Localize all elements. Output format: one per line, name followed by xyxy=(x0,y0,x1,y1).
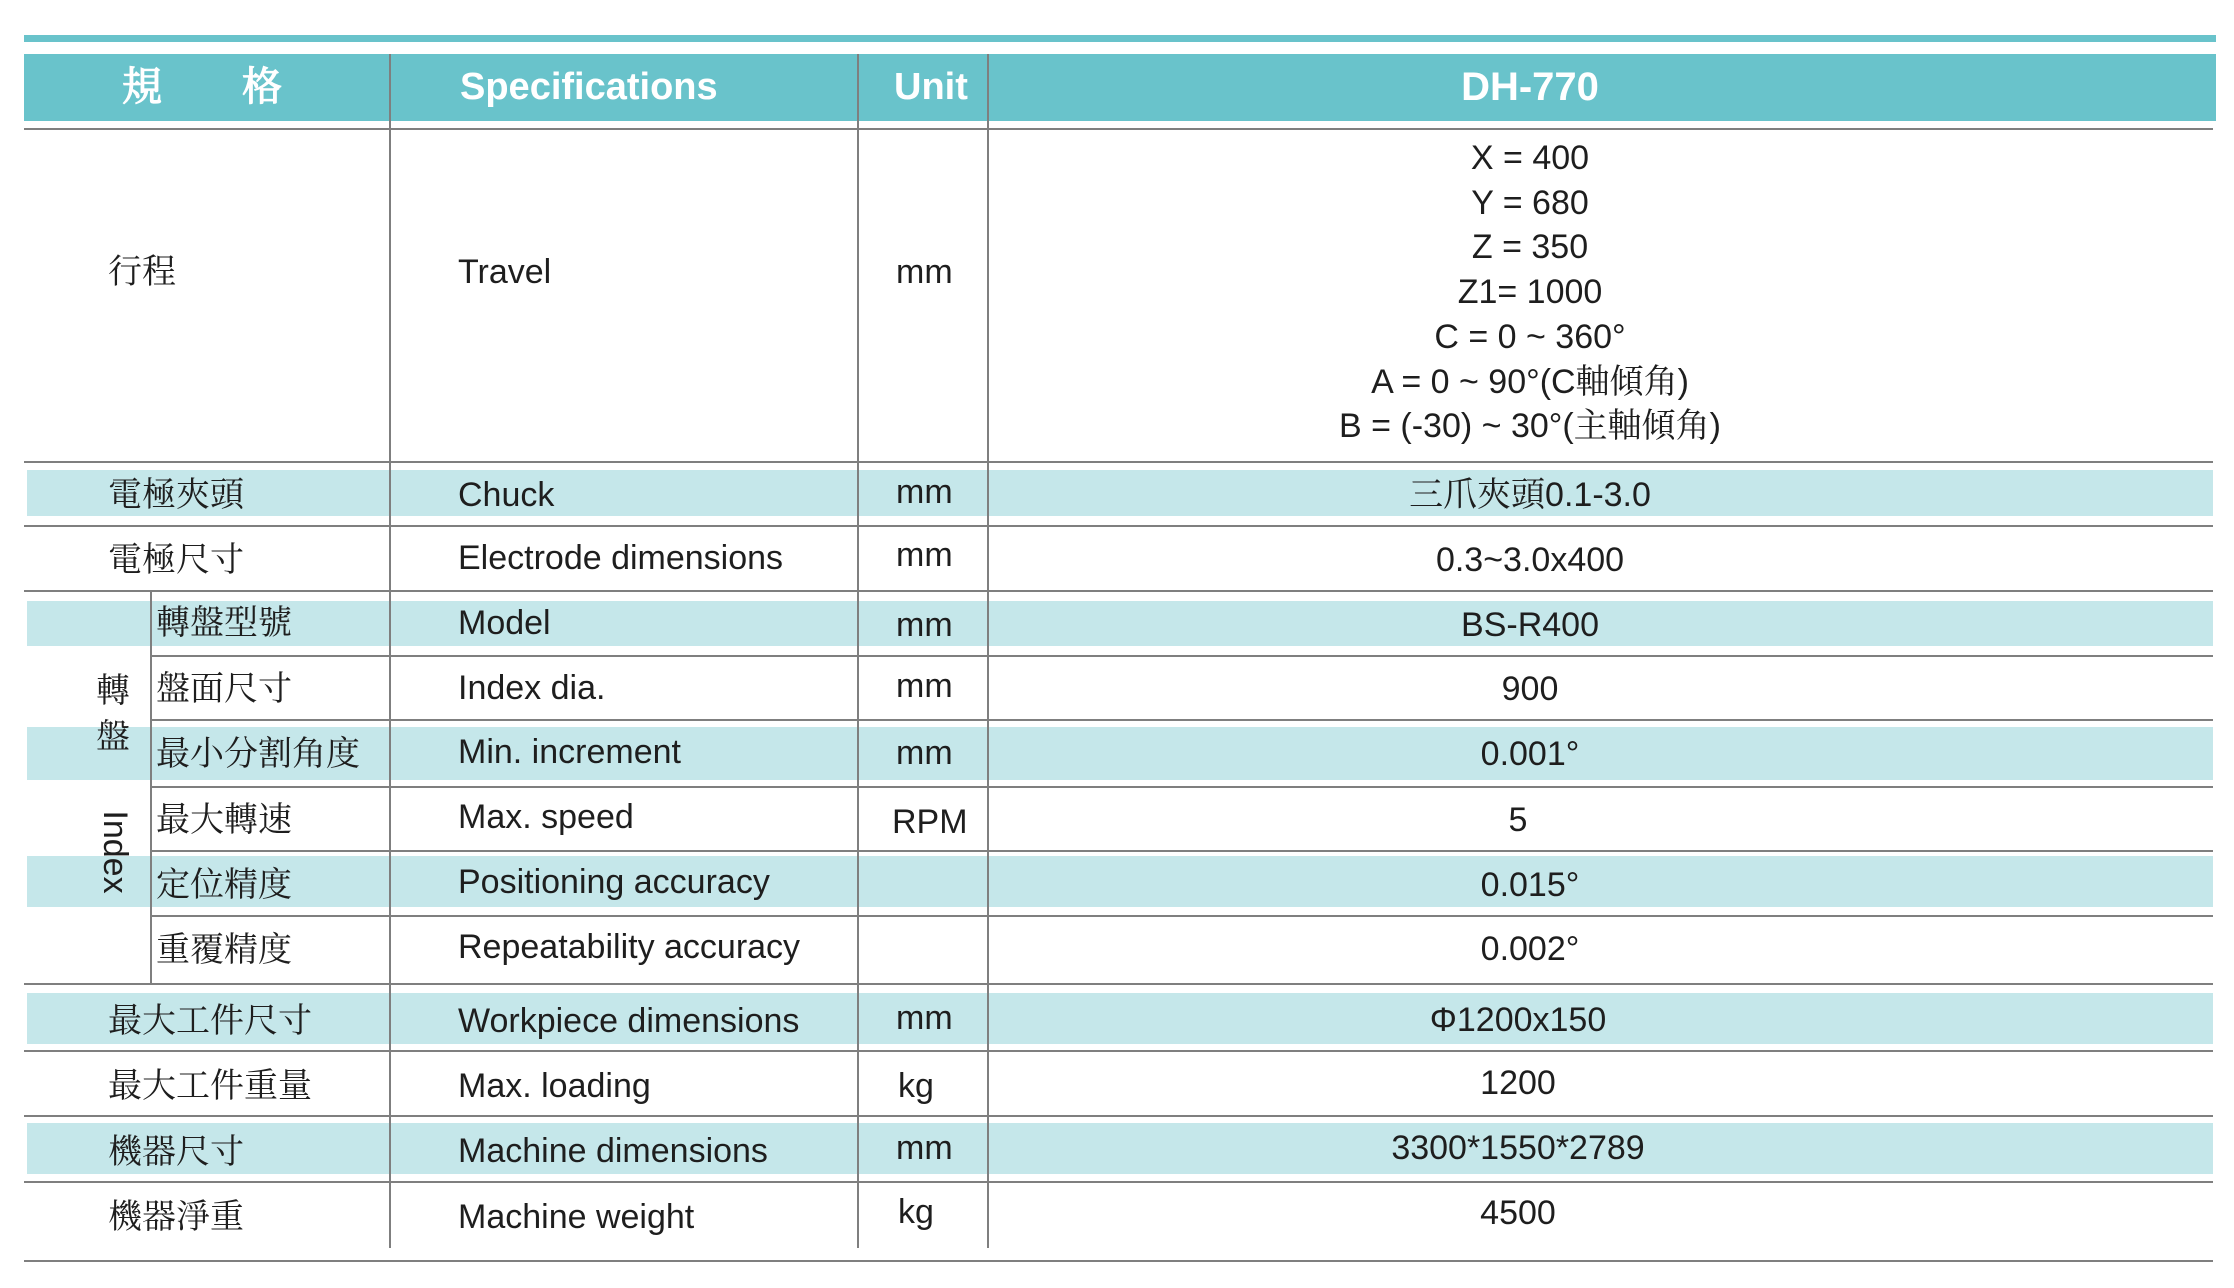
index-speed-label-cn: 最大轉速 xyxy=(156,801,292,839)
index-model-unit: mm xyxy=(896,606,953,644)
machine-weight-unit: kg xyxy=(898,1193,934,1231)
rule-header xyxy=(24,128,2213,130)
index-model-value: BS-R400 xyxy=(1461,606,1599,644)
machine-weight-label-en: Machine weight xyxy=(458,1198,695,1236)
header-model: DH-770 xyxy=(1461,65,1599,109)
rule-electrode xyxy=(24,590,2213,592)
top-accent-bar xyxy=(24,35,2216,42)
electrode-label-cn: 電極尺寸 xyxy=(108,541,244,579)
rule-index-5 xyxy=(150,915,2213,917)
index-dia-value: 900 xyxy=(1501,670,1559,708)
travel-values xyxy=(992,136,2068,449)
travel-value-b: B = (-30) ~ 30°(主軸傾角) xyxy=(1338,407,1722,446)
electrode-label-en: Electrode dimensions xyxy=(458,539,784,577)
col-divider-index-group xyxy=(150,590,152,983)
index-group-label-en: Index xyxy=(96,810,134,894)
index-positioning-value: 0.015° xyxy=(1480,866,1580,904)
travel-value-a: A = 0 ~ 90°(C軸傾角) xyxy=(1371,362,1689,401)
index-model-label-cn: 轉盤型號 xyxy=(156,604,292,642)
loading-value: 1200 xyxy=(1480,1064,1556,1102)
rule-index-1 xyxy=(150,655,2213,657)
index-increment-value: 0.001° xyxy=(1480,735,1580,773)
travel-unit: mm xyxy=(896,253,953,291)
index-repeatability-value: 0.002° xyxy=(1480,930,1580,968)
index-increment-unit: mm xyxy=(896,734,953,772)
header-spec-en: Specifications xyxy=(460,66,718,108)
index-increment-label-en: Min. increment xyxy=(458,733,681,771)
chuck-label-cn: 電極夾頭 xyxy=(108,476,244,514)
travel-value-x: X = 400 xyxy=(1470,139,1590,177)
chuck-unit: mm xyxy=(896,473,953,511)
header-spec-cn: 規 格 xyxy=(122,65,282,109)
rule-chuck xyxy=(24,525,2213,527)
travel-value-y: Y = 680 xyxy=(1471,183,1589,222)
workpiece-label-cn: 最大工件尺寸 xyxy=(108,1002,312,1040)
col-divider-2 xyxy=(857,54,859,1248)
rule-workpiece xyxy=(24,1050,2213,1052)
machine-weight-label-cn: 機器淨重 xyxy=(108,1198,244,1236)
index-repeatability-label-cn: 重覆精度 xyxy=(156,931,292,969)
header-unit: Unit xyxy=(894,66,968,108)
index-dia-label-en: Index dia. xyxy=(458,669,606,707)
rule-index-end xyxy=(24,983,2213,985)
index-positioning-label-en: Positioning accuracy xyxy=(458,863,770,901)
travel-value-z: Z = 350 xyxy=(1471,228,1589,267)
index-increment-label-cn: 最小分割角度 xyxy=(156,735,360,773)
index-group-label-cn: 轉盤 xyxy=(96,672,130,756)
workpiece-value: Φ1200x150 xyxy=(1429,1001,1607,1039)
rule-loading xyxy=(24,1115,2213,1117)
machine-dimensions-value: 3300*1550*2789 xyxy=(1391,1129,1645,1167)
travel-label-en: Travel xyxy=(458,253,552,291)
rule-bottom xyxy=(24,1260,2213,1262)
machine-dimensions-unit: mm xyxy=(896,1129,953,1167)
electrode-value: 0.3~3.0x400 xyxy=(1435,541,1625,579)
col-divider-1 xyxy=(389,54,391,1248)
travel-label-cn: 行程 xyxy=(108,253,176,291)
loading-unit: kg xyxy=(898,1067,934,1105)
travel-value-c: C = 0 ~ 360° xyxy=(1434,317,1626,356)
rule-travel xyxy=(24,461,2213,463)
rule-index-3 xyxy=(150,786,2213,788)
chuck-value: 三爪夾頭0.1-3.0 xyxy=(1409,476,1651,514)
index-model-label-en: Model xyxy=(458,604,551,642)
index-speed-unit: RPM xyxy=(892,803,968,841)
rule-index-2 xyxy=(150,719,2213,721)
machine-dimensions-label-cn: 機器尺寸 xyxy=(108,1133,244,1171)
chuck-label-en: Chuck xyxy=(458,476,555,514)
machine-weight-value: 4500 xyxy=(1480,1194,1556,1232)
electrode-unit: mm xyxy=(896,536,953,574)
loading-label-en: Max. loading xyxy=(458,1067,651,1105)
index-speed-label-en: Max. speed xyxy=(458,798,634,836)
index-repeatability-label-en: Repeatability accuracy xyxy=(458,928,801,966)
index-speed-value: 5 xyxy=(1508,801,1528,839)
workpiece-unit: mm xyxy=(896,999,953,1037)
travel-value-z1: Z1= 1000 xyxy=(1457,273,1603,312)
index-positioning-label-cn: 定位精度 xyxy=(156,866,292,904)
rule-machine-dimensions xyxy=(24,1181,2213,1183)
loading-label-cn: 最大工件重量 xyxy=(108,1067,312,1105)
workpiece-label-en: Workpiece dimensions xyxy=(458,1002,800,1040)
rule-index-4 xyxy=(150,850,2213,852)
index-dia-label-cn: 盤面尺寸 xyxy=(156,670,292,708)
machine-dimensions-label-en: Machine dimensions xyxy=(458,1132,768,1170)
index-dia-unit: mm xyxy=(896,667,953,705)
